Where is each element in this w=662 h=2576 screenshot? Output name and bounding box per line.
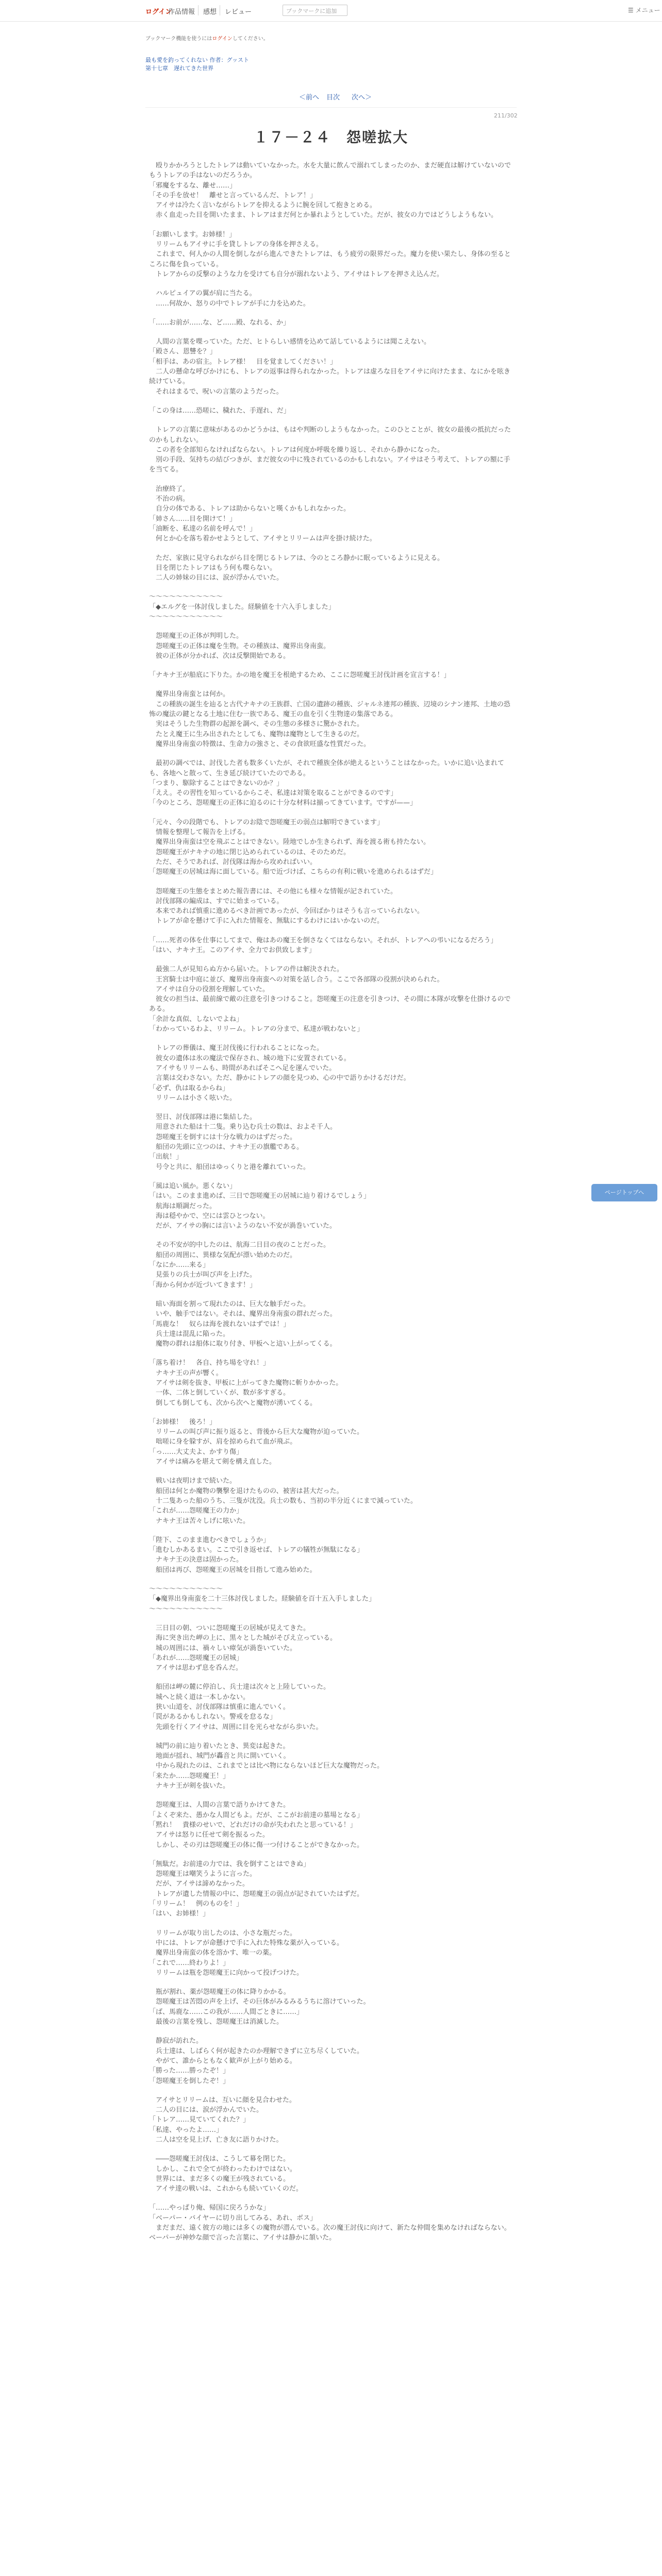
- nav-item-impressions[interactable]: 感想: [203, 8, 217, 16]
- next-page-link[interactable]: 次へ＞: [352, 94, 372, 101]
- body-paragraph: 最初の調べでは、討伐した者も数多くいたが、それで種族全体が絶えるということはなかった。いかに追い込まれても、各地へと散って、生き延び続けていたのである。 「つまり、駆除することはできないのか？」 「ええ。その習性を知っているからこそ、私達は対策を取ることができるのです」 「今のところ、怨嗟魔王の正体に迫るのに十分な材料は揃ってきています。ですが——」: [149, 759, 505, 807]
- body-paragraph: トレアの葬儀は、魔王討伐後に行われることになった。 彼女の遺体は氷の魔法で保存され、城の地下に安置されている。 アイサもリリームも、時間があればそこへ足を運んでいた。 言葉は交わさない。ただ、静かにトレアの顔を見つめ、心の中で語りかけるだけだ。 「必ず、仇は取るからね」 リリームは小さく呟いた。: [149, 1044, 410, 1102]
- notice-prefix: ブックマーク機能を使うには: [145, 36, 212, 42]
- body-paragraph: 「無駄だ。お前達の力では、我を倒すことはできぬ」 怨嗟魔王は嘲笑うように言った。 だが、アイサは諦めなかった。 トレアが遺した情報の中に、怨嗟魔王の弱点が記されていたはずだ。 「リリーム！ 例のものを！」 「はい、お姉様！」: [149, 1860, 364, 1918]
- login-link[interactable]: ログイン: [145, 8, 172, 16]
- chapter-group-link[interactable]: 第十七章 遅れてきた世界: [145, 65, 213, 72]
- body-paragraph: ハルピュイアの翼が肩に当たる。 ……何故か、怒りの中でトレアが手に力を込めた。: [156, 290, 310, 308]
- body-paragraph: 「ナキナ王が船底に下りた。かの地を魔王を根絶するため、ここに怨嗟魔王討伐計画を宣言する！」: [149, 671, 451, 680]
- nav-item-work-info[interactable]: 作品情報: [168, 8, 195, 16]
- toc-link[interactable]: 目次: [326, 94, 340, 101]
- body-paragraph: 翌日、討伐部隊は港に集結した。 用意された船は十二隻。乗り込む兵士の数は、およそ千人。 怨嗟魔王を倒すには十分な戦力のはずだった。 船団の先頭に立つのは、ナキナ王の旗艦である。 「出航！」 号令と共に、船団はゆっくりと港を離れていった。: [149, 1113, 337, 1171]
- page-top-button[interactable]: ページトップへ: [591, 1184, 657, 1201]
- body-paragraph: 暗い海面を割って現れたのは、巨大な触手だった。 いや、触手ではない。それは、魔界出身南蛮の群れだった。 「馬鹿な！ 奴らは海を渡れないはずでは！」 兵士達は混乱に陥った。 魔物の群れは船体に取り付き、甲板へと這い上がってくる。: [149, 1300, 337, 1348]
- top-navigation-bar: [0, 0, 662, 22]
- body-paragraph: 瓶が割れ、薬が怨嗟魔王の体に降りかかる。 怨嗟魔王は苦悶の声を上げ、その巨体がみるみるうちに溶けていった。 「ば、馬鹿な……この我が……人間ごときに……」 最後の言葉を残し、怨嗟魔王は消滅した。: [149, 1988, 370, 2026]
- notice-suffix: してください。: [232, 36, 269, 42]
- page-number: 211/302: [494, 112, 518, 119]
- bookmark-notice: [145, 34, 269, 42]
- body-paragraph: トレアの言葉に意味があるのかどうかは、もはや判断のしようもなかった。このひとことが、彼女の最後の抵抗だったのかもしれない。 この者を全部知らなければならない。トレアは何度か呼吸を繰り返し、それから静かになった。 別の手段、気持ちの結びつきが、まだ彼女の中に残されているのかもしれない。アイサはそう考えて、トレアの額に手を当てる。: [149, 426, 511, 474]
- body-paragraph: ～～～～～～～～～～～ 「◆エルグを一体討伐しました。経験値を十六入手しました」 ～～～～～～～～～～～: [149, 593, 335, 621]
- notice-login-link[interactable]: ログイン: [212, 36, 233, 42]
- body-paragraph: 人間の言葉を喋っていた。ただ、ヒトらしい感情を込めて話しているようには聞こえない。 「殿さん、恩讐を？」 「相手は、あの宿主。トレア様！ 目を覚ましてください！」 二人の懸命な呼びかけにも、トレアの返事は得られなかった。トレアは虚ろな目をアイサに向けたまま、なにかを呟き続けている。 それはまるで、呪いの言葉のようだった。: [149, 338, 510, 396]
- body-paragraph: 「お願いします。お姉様！」 リリームもアイサに手を貸しトレアの身体を押さえる。 これまで、何人かの人間を倒しながら進んできたトレアは、もう疲労の限界だった。魔力を使い果たし、身体の至るところに傷を負っている。 トレアからの反撃のような力を受けても自分が溺れないよう、アイサはトレアを押さえ込んだ。: [149, 230, 511, 278]
- body-paragraph: ただ、家族に見守られながら目を閉じるトレアは、今のところ静かに眠っているように見える。 目を閉じたトレアはもう何も喋らない。 二人の姉妹の目には、涙が浮かんでいた。: [156, 554, 444, 582]
- body-paragraph: ――怨嗟魔王討伐は、こうして幕を閉じた。 しかし、これで全てが終わったわけではない。 世界には、まだ多くの魔王が残されている。 アイサ達の戦いは、これからも続いていくのだ。: [156, 2155, 303, 2193]
- body-paragraph: 「……やっぱり俺、帰国に戻ろうかな」 「ベーパー・バイヤーに切り出してみる、あれ、ボス」 まだまだ、遠く彼方の地には多くの魔物が潜んでいる。次の魔王討伐に向けて、新たな仲間を集めなければならない。ベーパーが神妙な顔で言った言葉に、アイサは静かに頷いた。: [149, 2204, 511, 2242]
- body-paragraph: 静寂が訪れた。 兵士達は、しばらく何が起きたのか理解できずに立ち尽くしていた。 やがて、誰からともなく歓声が上がり始める。 「勝った……勝ったぞ！」 「怨嗟魔王を倒したぞ！」: [149, 2037, 364, 2085]
- body-paragraph: 最強二人が見知らぬ方から届いた。トレアの件は解決された。 王宮騎士は中庭に並び、魔界出身南蛮への対策を話し合う。ここで各部隊の役割が決められた。 アイサは自分の役割を理解していた。 彼女の担当は、最前線で敵の注意を引きつけること。怨嗟魔王の注意を引きつけ、その間に本隊が攻撃を仕掛けるのである。 「余計な真似、しないでよね」 「わかっているわよ、リリーム。トレアの分まで、私達が戦わないと」: [149, 965, 511, 1033]
- series-title-link[interactable]: 最も愛を釣ってくれない 作者：グッスト: [145, 57, 249, 63]
- body-paragraph: その不安が的中したのは、航海二日目の夜のことだった。 船団の周囲に、異様な気配が漂い始めたのだ。 「なにか……来る」 見張りの兵士が叫び声を上げた。 「海から何かが近づいてきます！」: [149, 1241, 330, 1289]
- body-paragraph: 「風は追い風か。悪くない」 「はい。このまま進めば、三日で怨嗟魔王の居城に辿り着けるでしょう」 航海は順調だった。 海は穏やかで、空には雲ひとつない。 だが、アイサの胸には言いようのない不安が渦巻いていた。: [149, 1182, 370, 1230]
- menu-icon[interactable]: ☰ メニュー: [628, 7, 660, 14]
- body-paragraph: 「この身は……恐嗟に、穢れた、手遅れ、だ」: [149, 406, 290, 415]
- body-paragraph: 魔界出身南蛮とは何か。 この種族の誕生を辿ると古代ナキナの王族群、亡国の遺跡の種族、ジャルネ連邦の種族、辺境のシナン連邦、土地の恐怖の魔法の鍵となる土地に住む一族である、魔王の血を引く生物達の集落である。 実はそうした生物群の起源を調べ、その生態の多様さに驚かされた。 たとえ魔王に生み出されたとしても、魔物は魔物として生きるのだ。 魔界出身南蛮の特徴は、生命力の強さと、その食欲旺盛な性質だった。: [149, 690, 510, 748]
- body-paragraph: 殴りかかろうとしたトレアは動いていなかった。水を大量に飲んで溺れてしまったのか、まだ硬直は解けていないのでもうトレアの手はないのだろうか。 「邪魔をするな、離せ……」 「その手を放せ！ 離せと言っているんだ、トレア！」 アイサは冷たく言いながらトレアを抑えるように腕を回して抱きとめる。 赤く血走った目を開いたまま、トレアはまだ何とか暴れようとしていた。だが、彼女の力ではどうしようもない。: [149, 162, 511, 219]
- body-paragraph: 「元々、今の段階でも、トレアのお陰で怨嗟魔王の弱点は解明できています」 情報を整理して報告を上げる。 魔界出身南蛮は空を飛ぶことはできない。陸地でしか生きられず、海を渡る術も持たない。 怨嗟魔王がナキナの地に閉じ込められているのは、そのためだ。 ただ、そうであれば、討伐隊は海から攻めればいい。 「怨嗟魔王の居城は海に面している。船で近づけば、こちらの有利に戦いを進められるはずだ」: [149, 818, 438, 876]
- body-paragraph: 怨嗟魔王は、人間の言葉で語りかけてきた。 「よくぞ来た、愚かな人間どもよ。だが、ここがお前達の墓場となる」 「黙れ！ 貴様のせいで、どれだけの命が失われたと思っている！」 アイサは怒りに任せて剣を振るった。 しかし、その刃は怨嗟魔王の体に傷一つ付けることができなかった。: [149, 1801, 364, 1849]
- body-paragraph: 城門の前に辿り着いたとき、異変は起きた。 地面が揺れ、城門が轟音と共に開いていく。 中から現れたのは、これまでとは比べ物にならないほど巨大な魔物だった。 「来たか……怨嗟魔王！」 ナキナ王が剣を抜いた。: [149, 1742, 384, 1790]
- body-paragraph: 治療終了。 不治の病。 自分の体である、トレアは助からないと嘆くかもしれなかった。 「姉さん……目を開けて！」 「油断を、私達の名前を呼んで！」 何とか心を落ち着かせようとして、アイサとリリームは声を掛け続けた。: [149, 485, 376, 543]
- body-paragraph: 船団は岬の麓に停泊し、兵士達は次々と上陸していった。 城へと続く道は一本しかない。 狭い山道を、討伐部隊は慎重に進んでいく。 「罠があるかもしれない。警戒を怠るな」 先頭を行くアイサは、周囲に目を光らせながら歩いた。: [149, 1683, 330, 1731]
- chapter-title: １７－２４ 怨嗟拡大: [253, 129, 408, 146]
- body-paragraph: 三日目の朝、ついに怨嗟魔王の居城が見えてきた。 海に突き出た岬の上に、黒々とした城がそびえ立っている。 城の周囲には、禍々しい瘴気が渦巻いていた。 「あれが……怨嗟魔王の居城」 アイサは思わず息を呑んだ。: [149, 1624, 337, 1672]
- pager-divider: [145, 107, 517, 108]
- bookmark-add-box[interactable]: ブックマークに追加: [283, 5, 347, 16]
- chapter-body: [149, 161, 515, 2252]
- body-paragraph: 「お姉様！ 後ろ！」 リリームの叫び声に振り返ると、背後から巨大な魔物が迫っていた。 咄嗟に身を躱すが、肩を掠められて血が飛ぶ。 「っ……大丈夫よ、かすり傷」 アイサは痛みを堪えて剣を構え直した。: [149, 1418, 364, 1466]
- body-paragraph: リリームが取り出したのは、小さな瓶だった。 中には、トレアが命懸けで手に入れた特殊な薬が入っている。 魔界出身南蛮の体を溶かす、唯一の薬。 「これで……終わりよ！」 リリームは瓶を怨嗟魔王に向かって投げつけた。: [149, 1929, 344, 1977]
- body-paragraph: 怨嗟魔王の生態をまとめた報告書には、その他にも様々な情報が記されていた。 討伐部隊の編成は、すでに始まっている。 本来であれば慎重に進めるべき計画であったが、今回ばかりはそうも言っていられない。 トレアが命を懸けて手に入れた情報を、無駄にするわけにはいかないのだ。: [156, 887, 424, 925]
- body-paragraph: ～～～～～～～～～～～ 「◆魔界出身南蛮を二十三体討伐しました。経験値を百十五入手しました」 ～～～～～～～～～～～: [149, 1585, 375, 1613]
- body-paragraph: 怨嗟魔王の正体が判明した。 怨嗟魔王の正体は魔を生物。その種族は、魔界出身南蛮。 彼の正体が分かれば、次は反撃開始である。: [156, 632, 330, 660]
- body-paragraph: 「陛下、このまま進むべきでしょうか」 「進むしかあるまい。ここで引き返せば、トレアの犠牲が無駄になる」 ナキナ王の決意は固かった。 船団は再び、怨嗟魔王の居城を目指して進み始めた。: [149, 1536, 364, 1574]
- body-paragraph: 戦いは夜明けまで続いた。 船団は何とか魔物の襲撃を退けたものの、被害は甚大だった。 十二隻あった船のうち、三隻が沈没。兵士の数も、当初の半分近くにまで減っていた。 「これが……怨嗟魔王の力か」 ナキナ王は苦々しげに呟いた。: [149, 1477, 417, 1525]
- body-paragraph: 「……死者の体を仕事にしてまで、俺はあの魔王を倒さなくてはならない。それが、トレアへの弔いになるだろう」 「はい、ナキナ王。このアイサ、全力でお供致します」: [149, 936, 498, 954]
- prev-page-link[interactable]: ＜前へ: [299, 94, 320, 101]
- nav-item-review[interactable]: レビュー: [225, 8, 252, 16]
- body-paragraph: アイサとリリームは、互いに顔を見合わせた。 二人の目には、涙が浮かんでいた。 「トレア……見ていてくれた？」 「私達、やったよ……」 二人は空を見上げ、亡き友に語りかけた。: [149, 2096, 296, 2144]
- body-paragraph: 「落ち着け！ 各自、持ち場を守れ！」 ナキナ王の声が響く。 アイサは剣を抜き、甲板に上がってきた魔物に斬りかかった。 一体、二体と倒していくが、数が多すぎる。 倒しても倒しても、次から次へと魔物が湧いてくる。: [149, 1359, 343, 1407]
- body-paragraph: 「……お前が……な、ど……殿、なれる、か」: [149, 318, 290, 327]
